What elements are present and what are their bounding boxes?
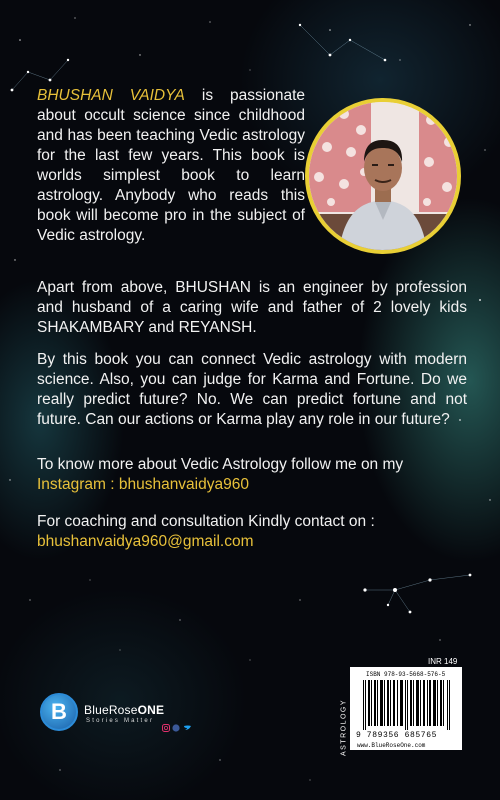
author-photo <box>305 98 461 254</box>
price-label: INR 149 <box>428 657 458 666</box>
author-name: BHUSHAN VAIDYA <box>37 87 185 104</box>
publisher-tagline: Stories Matter <box>86 718 155 724</box>
email-link[interactable]: bhushanvaidya960@gmail.com <box>37 533 254 550</box>
publisher-logo-icon: B <box>40 693 78 731</box>
facebook-icon <box>172 724 179 731</box>
author-portrait-image <box>309 102 457 250</box>
contact-intro-text: For coaching and consultation Kindly contact on : <box>37 513 375 530</box>
category-text: ASTROLOGY <box>340 698 348 757</box>
publisher-name <box>84 703 164 717</box>
instagram-paragraph <box>37 455 467 495</box>
family-paragraph: Apart from above, BHUSHAN is an engineer by profession and husband of a caring wife and father of 2 lovely kids SHAKAMBARY and REYANSH. <box>37 279 467 336</box>
author-bio-text: is passionate about occult science since childhood and has been teaching Vedic astrology for the last few years. This book is worlds simplest book to learn astrology. Anybody who reads this book will become pro in the subject of Vedic astrology. <box>37 87 305 244</box>
publisher-website: www.BlueRoseOne.com <box>357 742 426 749</box>
instagram-intro-text: To know more about Vedic Astrology follow me on my <box>37 456 404 473</box>
isbn-digits: 9 789356 685765 <box>356 731 438 740</box>
twitter-icon <box>184 726 191 731</box>
author-bio-paragraph <box>37 86 305 246</box>
book-description-paragraph: By this book you can connect Vedic astrology with modern science. Also, you can judge for Karma and Fortune. Do we really predict future? No. We can predict fortune and not future. Can our actions or Karma play any role in our future? <box>37 351 467 428</box>
instagram-icon <box>163 725 170 732</box>
publisher-name-part2: ONE <box>137 703 165 717</box>
social-icons <box>162 724 192 732</box>
isbn-label: ISBN 978-93-5668-576-5 <box>366 671 446 678</box>
instagram-handle-link[interactable]: Instagram : bhushanvaidya960 <box>37 476 249 493</box>
publisher-name-part1: BlueRose <box>84 703 138 717</box>
contact-paragraph <box>37 512 467 552</box>
barcode-icon <box>363 680 451 730</box>
